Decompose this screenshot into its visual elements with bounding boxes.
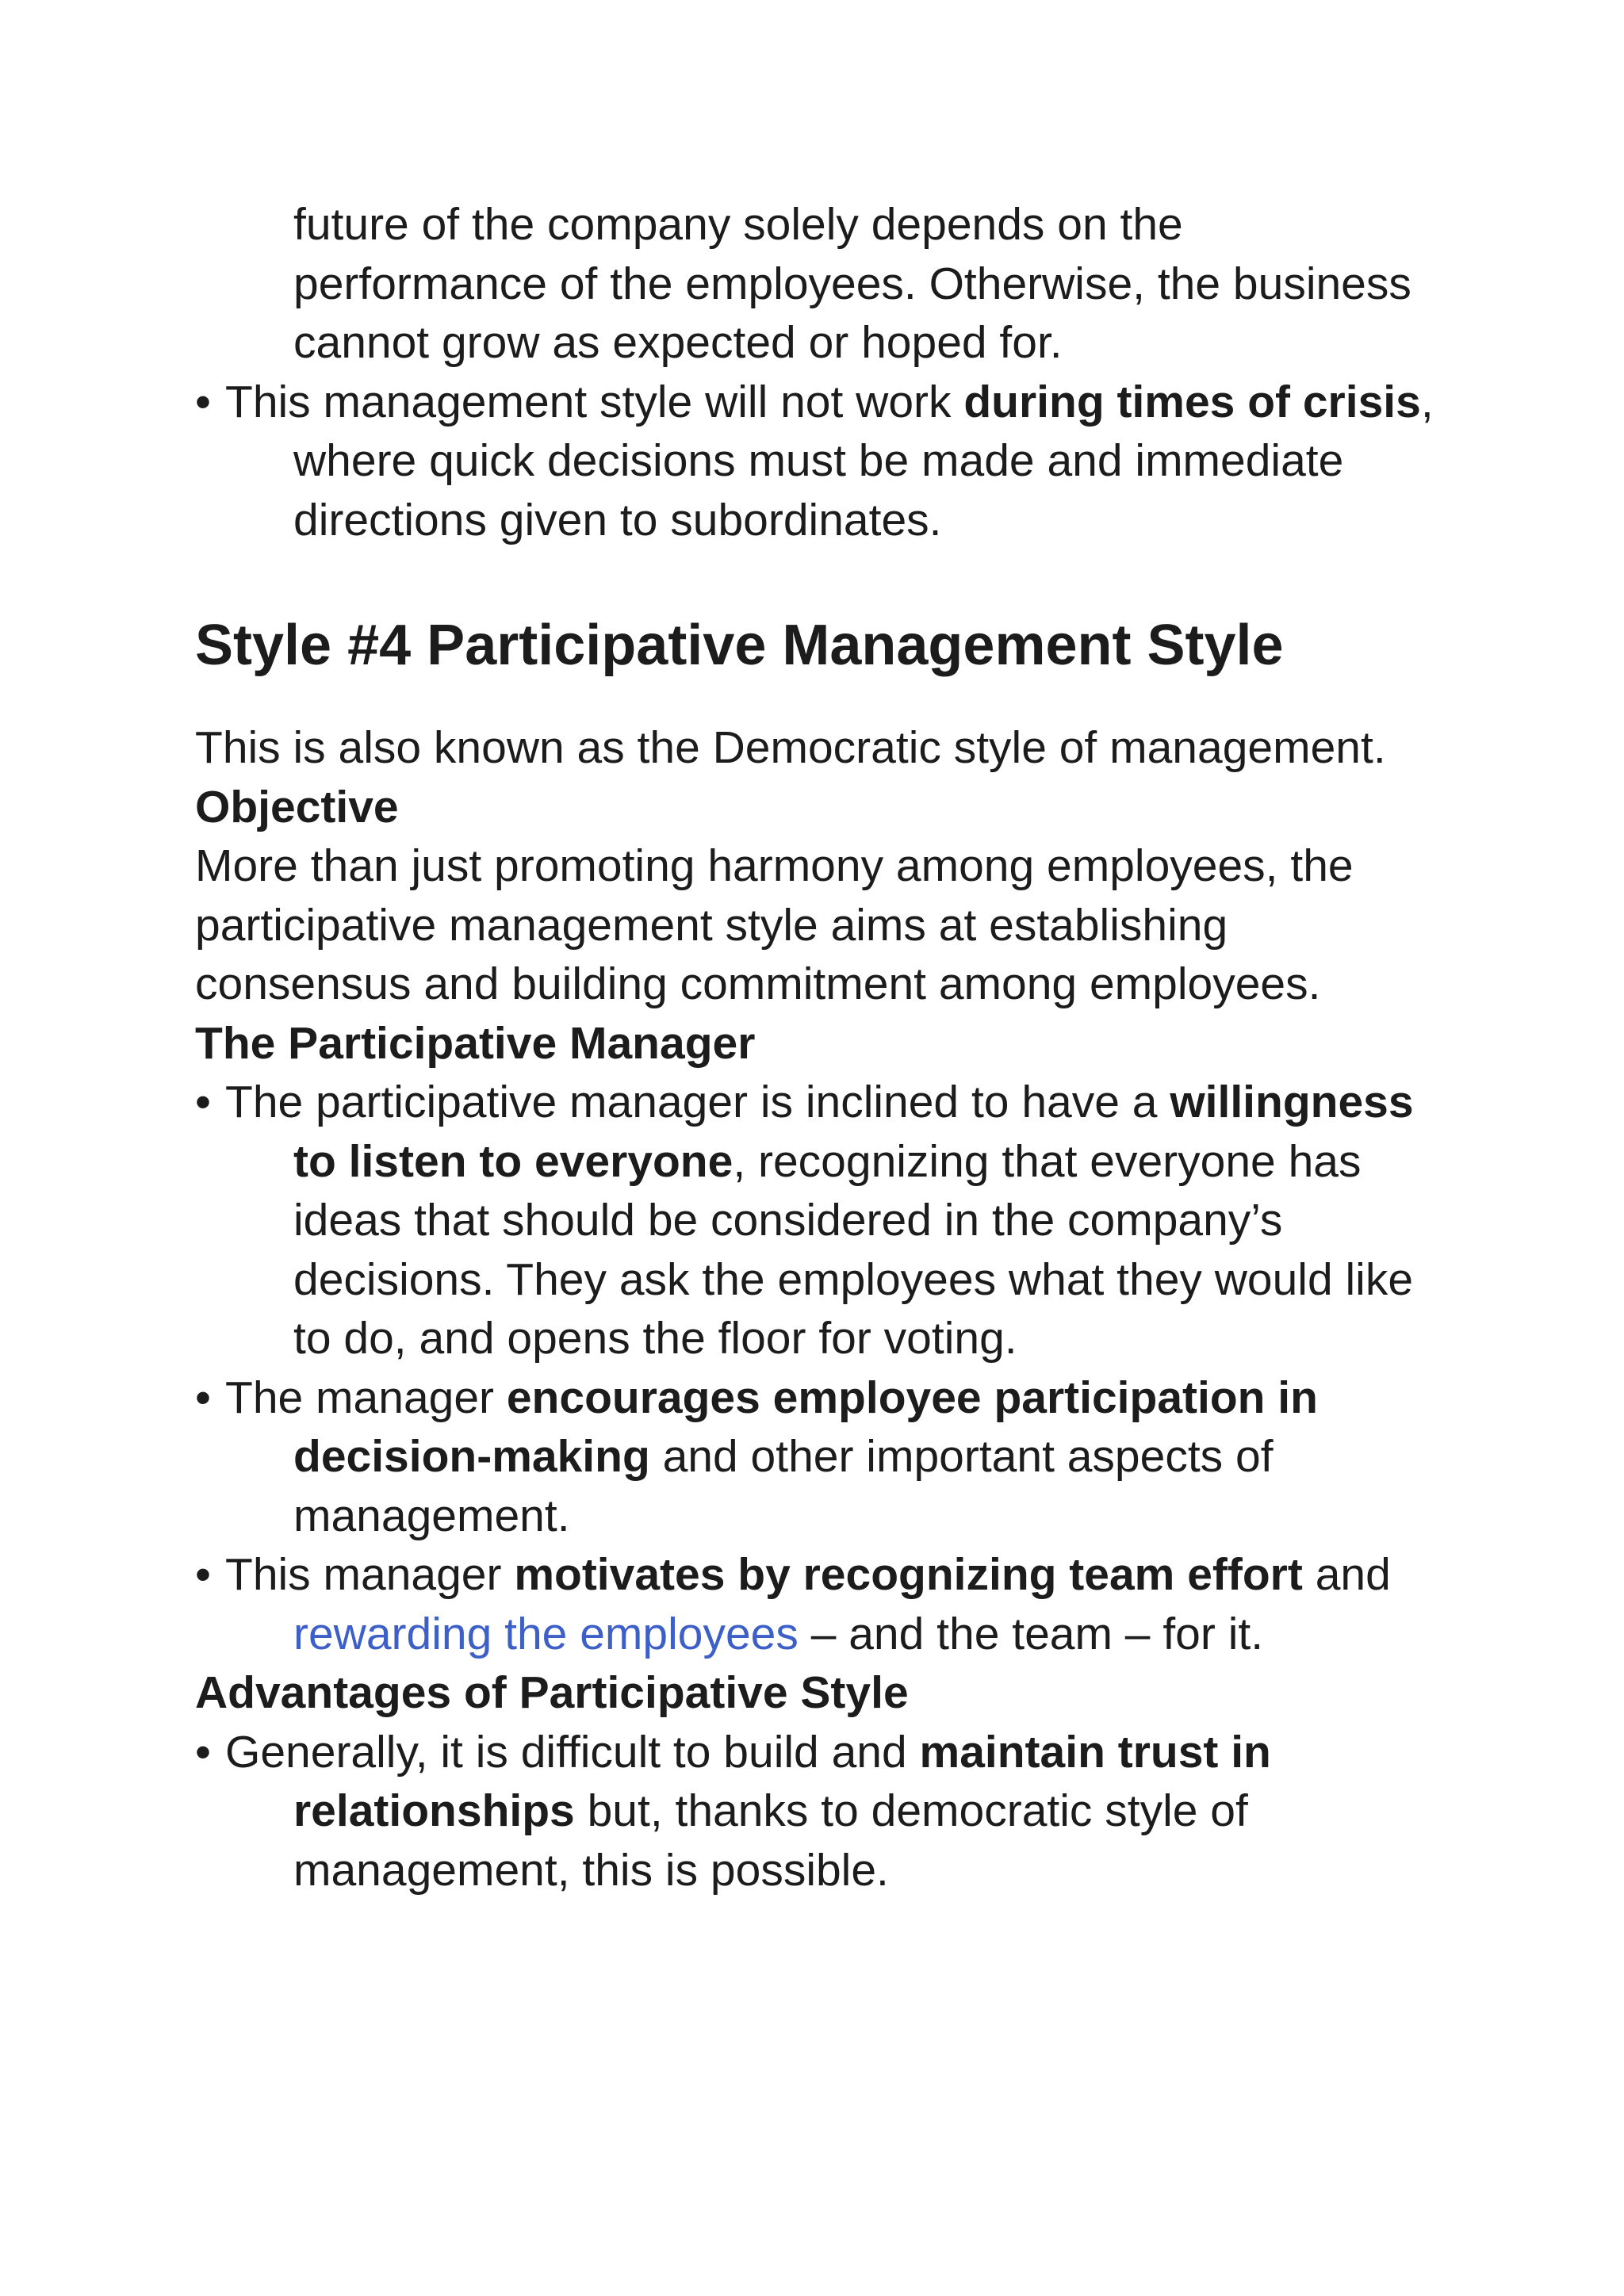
bullet-dot: • <box>195 1549 211 1601</box>
manager-heading: The Participative Manager <box>195 1017 756 1069</box>
bullet-item-listen: • The participative manager is inclined to have a willingness to listen to everyone, recognizing that everyone has ideas that should be considered in the company’s decisions. They ask the employees what they would like to do, and opens the floor for voting. <box>195 1073 1448 1368</box>
continuation-paragraph: future of the company solely depends on the performance of the employees. Otherwise, the business cannot grow as expected or hoped for. <box>293 199 1411 368</box>
bullet-dot: • <box>195 376 211 427</box>
advantages-heading: Advantages of Participative Style <box>195 1667 909 1719</box>
bullet-item-participation: • The manager encourages employee participation in decision-making and other important aspects of management. <box>195 1368 1448 1546</box>
document-body <box>195 195 1448 1900</box>
objective-heading: Objective <box>195 781 399 832</box>
bullet-dot: • <box>195 1077 211 1128</box>
bullet-dot: • <box>195 1726 211 1777</box>
bullet-dot: • <box>195 1372 211 1423</box>
section-intro: This is also known as the Democratic style of management. <box>195 722 1386 774</box>
objective-text: More than just promoting harmony among employees, the participative management style aims at establishing consensus and building commitment among employees. <box>195 840 1354 1010</box>
bullet-item-motivates: • This manager motivates by recognizing team effort and rewarding the employees – and the team – for it. <box>195 1545 1448 1663</box>
bullet-item-trust: • Generally, it is difficult to build and maintain trust in relationships but, thanks to democratic style of management, this is possible. <box>195 1723 1448 1900</box>
section-title: Style #4 Participative Management Style <box>195 614 1284 677</box>
bullet-item-crisis: • This management style will not work during times of crisis, where quick decisions must be made and immediate directions given to subordinates. <box>195 373 1448 550</box>
rewarding-employees-link[interactable]: rewarding the employees <box>293 1608 799 1659</box>
